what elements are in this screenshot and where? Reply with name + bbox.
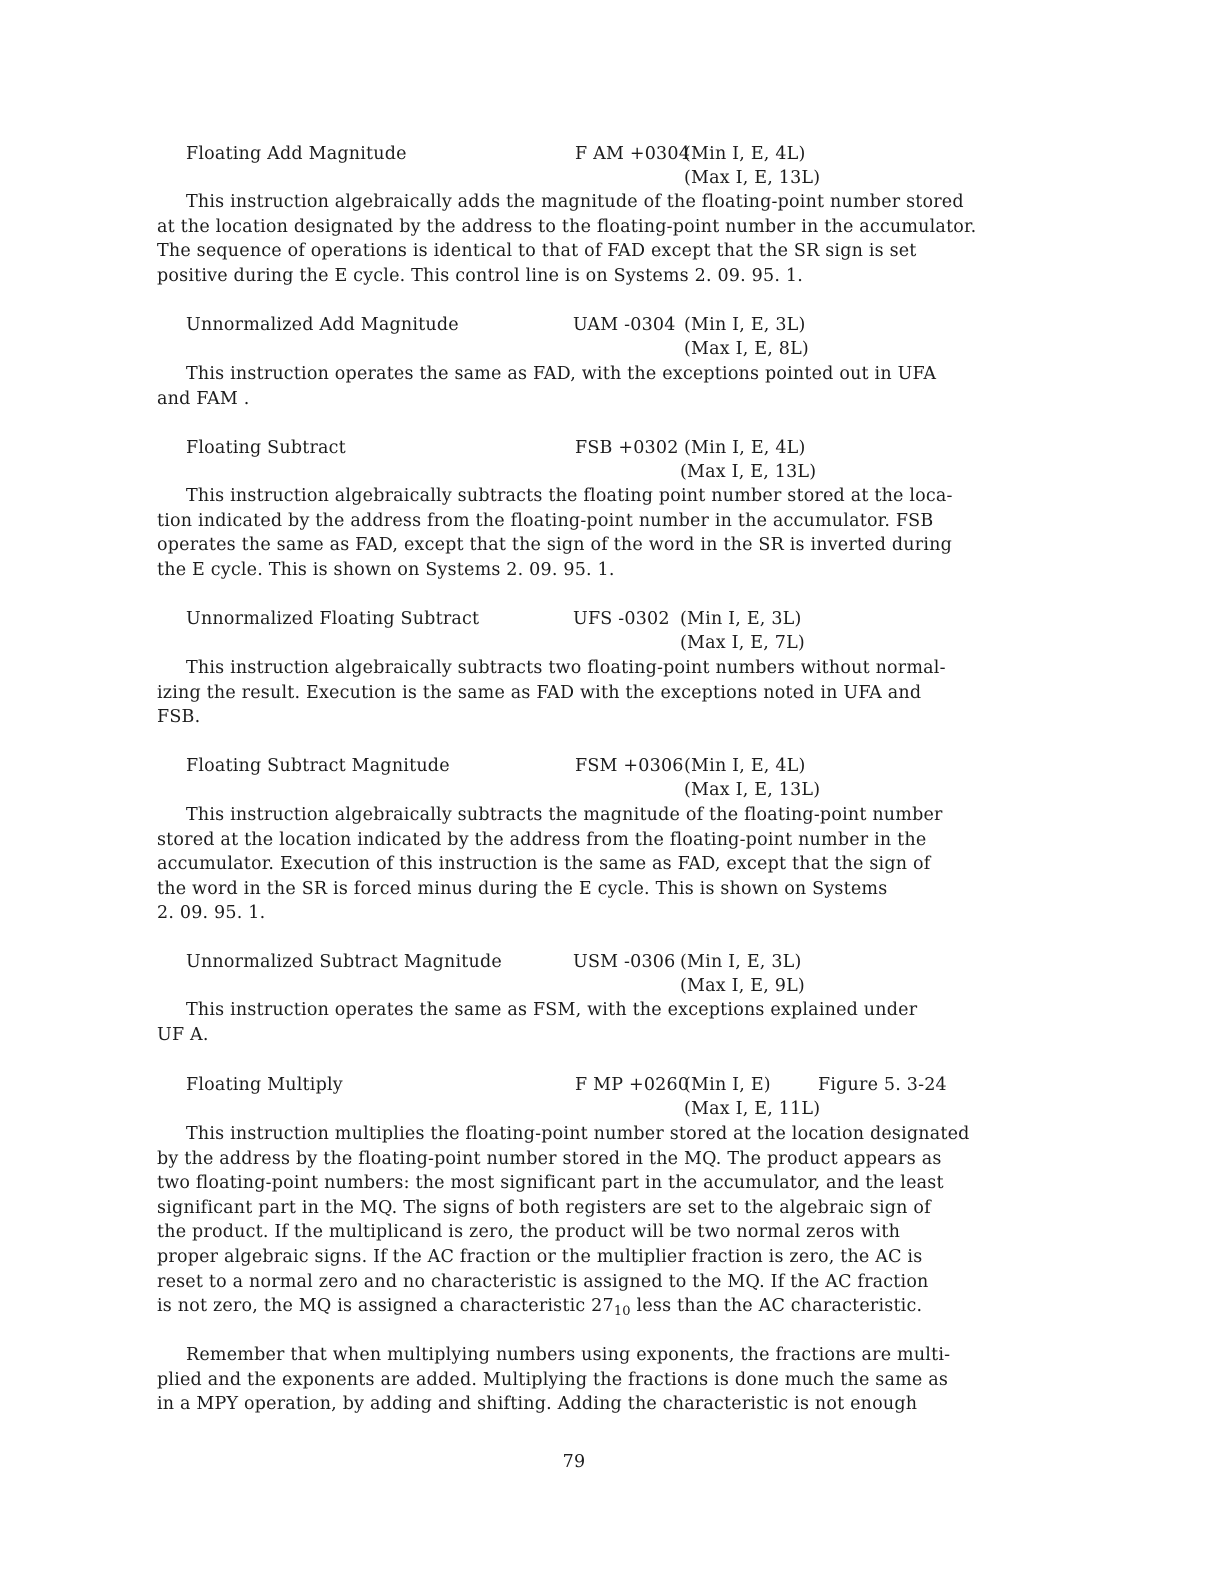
text-line: the product. If the multiplicand is zero, the product will be two normal zeros with	[157, 1222, 901, 1243]
instruction-code: UAM -0304	[573, 315, 676, 335]
text-line: 2. 09. 95. 1.	[157, 903, 266, 924]
instruction-description	[157, 803, 1027, 926]
text-line: This instruction operates the same as FSM, with the exceptions explained under	[186, 1000, 918, 1020]
text-line: This instruction algebraically subtracts two floating-point numbers without normal-	[186, 658, 946, 678]
instruction-title: Floating Subtract Magnitude	[186, 756, 450, 776]
subscript: 10	[613, 1304, 631, 1320]
instruction-code: FSM +0306	[575, 756, 684, 776]
text-line: at the location designated by the address to the floating-point number in the accumulator.	[157, 216, 977, 237]
text-line: This instruction algebraically subtracts the magnitude of the floating-point number	[186, 805, 943, 825]
instruction-title: Unnormalized Add Magnitude	[186, 315, 459, 335]
text-line: significant part in the MQ. The signs of both registers are set to the algebraic sign of	[157, 1197, 931, 1218]
instruction-min-timing: (Min I, E, 4L)	[684, 756, 806, 776]
instruction-code: F AM +0304	[575, 144, 691, 164]
text-line: UF A.	[157, 1024, 209, 1045]
instruction-min-timing: (Min I, E, 3L)	[680, 609, 802, 629]
text-line-with-subscript	[157, 1294, 1027, 1319]
text-line: izing the result. Execution is the same as FAD with the exceptions noted in UFA and	[157, 682, 922, 703]
text-line: The sequence of operations is identical to that of FAD except that the SR sign is set	[157, 241, 917, 262]
instruction-max-timing: (Max I, E, 13L)	[680, 462, 817, 482]
text-line: stored at the location indicated by the address from the floating-point number in the	[157, 829, 927, 850]
instruction-description	[157, 190, 1027, 288]
text-line: in a MPY operation, by adding and shifting. Adding the characteristic is not enough	[157, 1394, 918, 1415]
text-line: Remember that when multiplying numbers using exponents, the fractions are multi-	[186, 1345, 951, 1365]
text-line: reset to a normal zero and no characteristic is assigned to the MQ. If the AC fraction	[157, 1271, 929, 1292]
instruction-title: Floating Multiply	[186, 1075, 343, 1095]
text-line: positive during the E cycle. This control line is on Systems 2. 09. 95. 1.	[157, 265, 803, 286]
text-line: This instruction operates the same as FAD, with the exceptions pointed out in UFA	[186, 364, 937, 384]
instruction-max-timing: (Max I, E, 8L)	[684, 339, 809, 359]
instruction-code: UFS -0302	[573, 609, 670, 629]
text-line: the word in the SR is forced minus during the E cycle. This is shown on Systems	[157, 878, 888, 899]
instruction-min-timing: (Min I, E, 3L)	[680, 952, 802, 972]
instruction-max-timing: (Max I, E, 7L)	[680, 633, 805, 653]
instruction-title: Floating Subtract	[186, 438, 346, 458]
instruction-description	[157, 1122, 1027, 1319]
text-line: operates the same as FAD, except that the sign of the word in the SR is inverted during	[157, 535, 952, 556]
text-line: FSB.	[157, 707, 201, 728]
text-line: accumulator. Execution of this instruction is the same as FAD, except that the sign of	[157, 854, 931, 875]
text-line: tion indicated by the address from the floating-point number in the accumulator. FSB	[157, 510, 934, 531]
instruction-min-timing: (Min I, E)	[684, 1075, 771, 1095]
instruction-max-timing: (Max I, E, 9L)	[680, 976, 805, 996]
instruction-code: F MP +0260	[575, 1075, 690, 1095]
text-line: proper algebraic signs. If the AC fraction or the multiplier fraction is zero, the AC is	[157, 1246, 923, 1267]
instruction-description	[157, 998, 1027, 1047]
instruction-code: FSB +0302	[575, 438, 679, 458]
instruction-description	[157, 484, 1027, 582]
instruction-min-timing: (Min I, E, 3L)	[684, 315, 806, 335]
instruction-description	[157, 362, 1027, 411]
text-line: This instruction multiplies the floating-point number stored at the location designated	[186, 1124, 970, 1144]
text-line-tail: less than the AC characteristic.	[630, 1296, 923, 1317]
instruction-title: Unnormalized Floating Subtract	[186, 609, 480, 629]
instruction-code: USM -0306	[573, 952, 676, 972]
instruction-max-timing: (Max I, E, 11L)	[684, 1099, 821, 1119]
text-line: This instruction algebraically adds the magnitude of the floating-point number stored	[186, 192, 964, 212]
instruction-max-timing: (Max I, E, 13L)	[684, 168, 821, 188]
instruction-max-timing: (Max I, E, 13L)	[684, 780, 821, 800]
text-line: plied and the exponents are added. Multiplying the fractions is done much the same as	[157, 1369, 949, 1390]
text-line: two floating-point numbers: the most significant part in the accumulator, and the least	[157, 1173, 944, 1194]
closing-paragraph	[157, 1343, 1027, 1417]
instruction-title: Unnormalized Subtract Magnitude	[186, 952, 502, 972]
instruction-title: Floating Add Magnitude	[186, 144, 407, 164]
text-line: This instruction algebraically subtracts the floating point number stored at the loca-	[186, 486, 953, 506]
text-line: by the address by the floating-point number stored in the MQ. The product appears as	[157, 1148, 942, 1169]
figure-reference: Figure 5. 3-24	[818, 1075, 947, 1095]
page-number: 79	[562, 1452, 586, 1472]
text-line: is not zero, the MQ is assigned a characteristic 27	[157, 1296, 614, 1317]
instruction-description	[157, 656, 1027, 730]
instruction-min-timing: (Min I, E, 4L)	[684, 438, 806, 458]
instruction-min-timing: (Min I, E, 4L)	[684, 144, 806, 164]
text-line: and FAM .	[157, 388, 250, 409]
text-line: the E cycle. This is shown on Systems 2. 09. 95. 1.	[157, 559, 615, 580]
